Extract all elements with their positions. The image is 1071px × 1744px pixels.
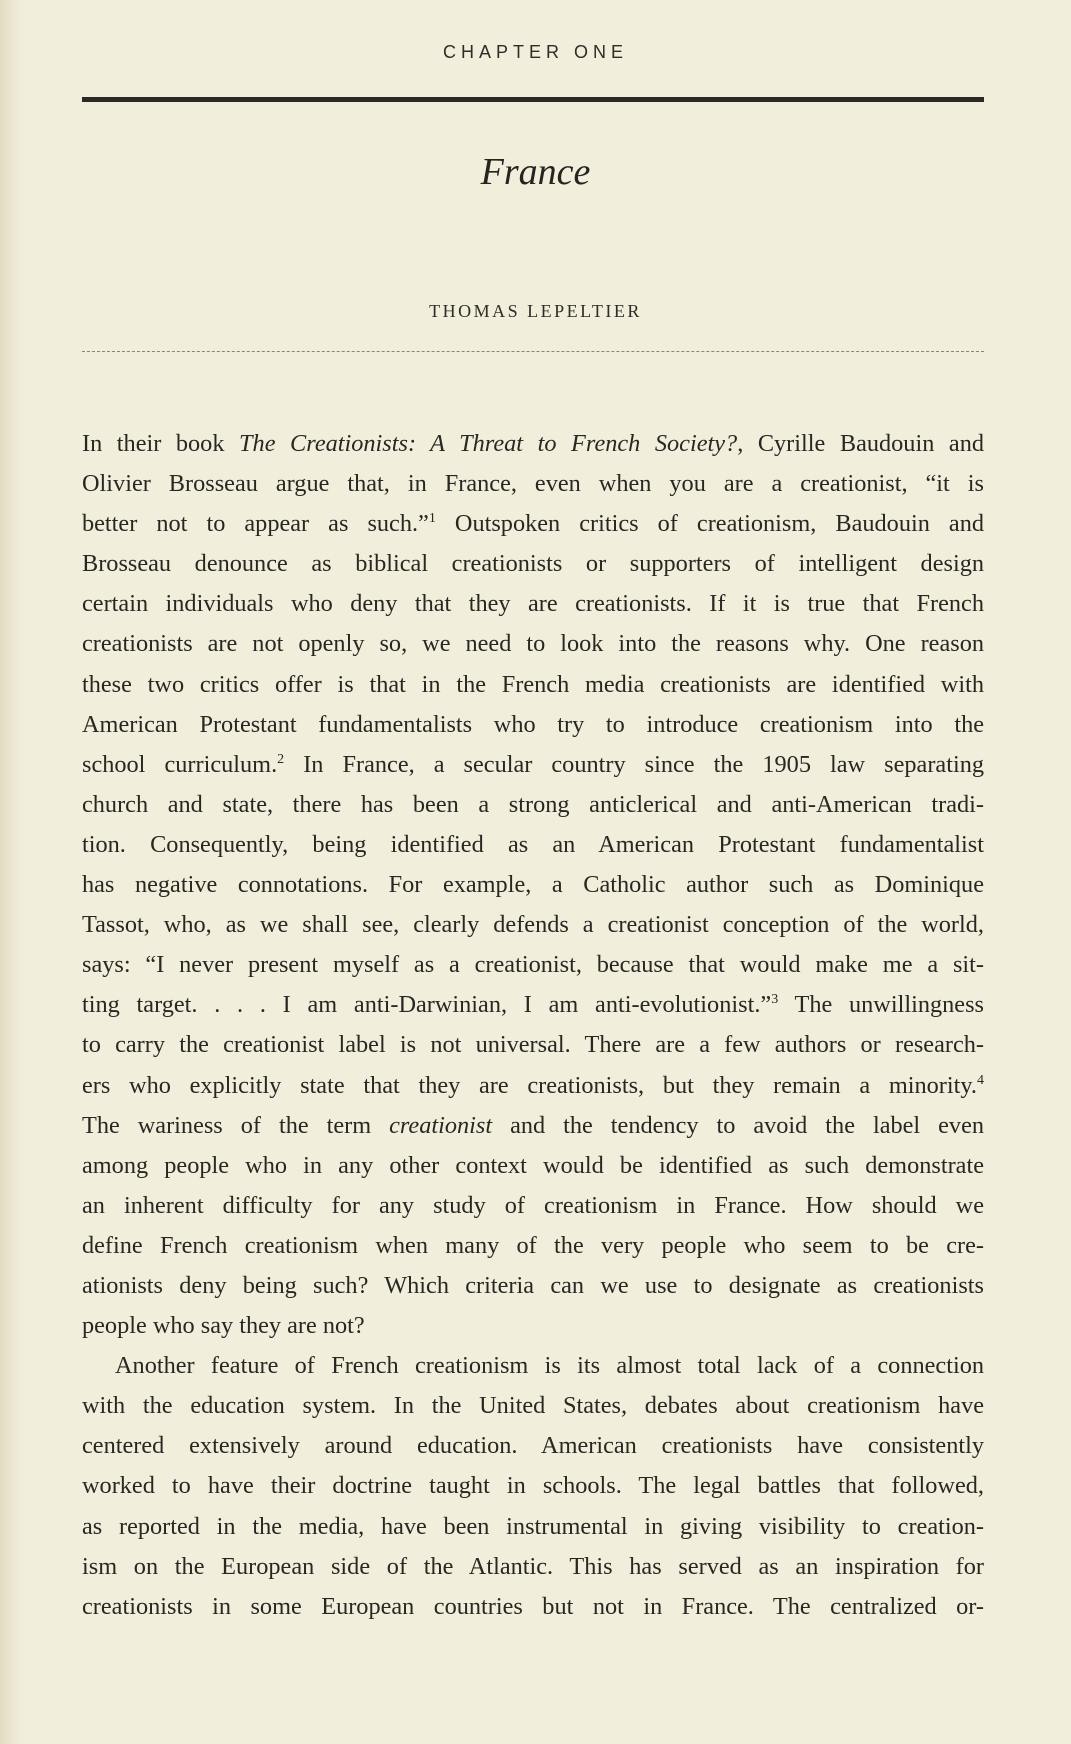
text-line: American Protestant fundamentalists who try to introduce creationism into the <box>82 710 984 738</box>
footnote-ref: 3 <box>771 992 779 1008</box>
text-line: creationists are not openly so, we need to look into the reasons why. One reason <box>82 630 984 658</box>
text-line: people who say they are not? <box>82 1312 365 1340</box>
text-line: school curriculum.$^2$ In France, a secular country since the 1905 law separating <box>82 750 984 778</box>
text-line: ting target. . . . I am anti-Darwinian, I am anti-evolutionist.”$^3$ The unwillingness <box>82 991 984 1019</box>
text-line: ism on the European side of the Atlantic. This has served as an inspiration for <box>82 1552 984 1580</box>
text-line: with the education system. In the United States, debates about creationism have <box>82 1392 984 1420</box>
text-line: tion. Consequently, being identified as an American Protestant fundamentalist <box>82 830 984 858</box>
text-line: In their book The Creationists: A Threat to French Society?, Cyrille Baudouin and <box>82 430 984 457</box>
text-line: certain individuals who deny that they are creationists. If it is true that French <box>82 590 984 618</box>
text-line: to carry the creationist label is not universal. There are a few authors or research- <box>82 1031 984 1059</box>
text-line: as reported in the media, have been instrumental in giving visibility to creation- <box>82 1512 984 1540</box>
text-line: Another feature of French creationism is its almost total lack of a connection <box>115 1352 984 1380</box>
chapter-rule <box>82 97 984 102</box>
footnote-ref: 4 <box>977 1072 984 1088</box>
text-line: Tassot, who, as we shall see, clearly defends a creationist conception of the world, <box>82 911 984 939</box>
text-line: Olivier Brosseau argue that, in France, even when you are a creationist, “it is <box>82 470 984 498</box>
chapter-label: CHAPTER ONE <box>442 42 629 62</box>
text-line: among people who in any other context would be identified as such demonstrate <box>82 1151 984 1179</box>
chapter-title: France <box>480 151 591 193</box>
text-line: has negative connotations. For example, a Catholic author such as Dominique <box>82 871 984 899</box>
text-line: ationists deny being such? Which criteria can we use to designate as creationists <box>82 1271 984 1299</box>
text-line: The wariness of the term creationist and the tendency to avoid the label even <box>82 1111 984 1139</box>
footnote-ref: 2 <box>277 751 285 767</box>
text-line: centered extensively around education. American creationists have consistently <box>82 1432 984 1460</box>
text-line: these two critics offer is that in the French media creationists are identified with <box>82 670 984 698</box>
dotted-divider <box>82 351 984 352</box>
text-line: define French creationism when many of the very people who seem to be cre- <box>82 1231 984 1259</box>
text-line: says: “I never present myself as a creationist, because that would make me a sit- <box>82 951 984 979</box>
text-line: Brosseau denounce as biblical creationists or supporters of intelligent design <box>82 550 984 578</box>
paragraph-1 <box>82 424 984 1346</box>
book-title: The Creationists: A Threat to French Society? <box>239 430 738 457</box>
text-line: worked to have their doctrine taught in schools. The legal battles that followed, <box>82 1472 984 1500</box>
body-text <box>82 424 984 1627</box>
emphasized-term: creationist <box>389 1111 493 1139</box>
text-line: church and state, there has been a strong anticlerical and anti-American tradi- <box>82 790 984 818</box>
text-line: ers who explicitly state that they are creationists, but they remain a minority.$^4$ <box>82 1071 984 1099</box>
page-edge-shadow <box>0 0 22 1744</box>
text-line: better not to appear as such.”$^1$ Outspoken critics of creationism, Baudouin and <box>82 510 984 538</box>
paragraph-2 <box>82 1346 984 1627</box>
text-line: creationists in some European countries but not in France. The centralized or- <box>82 1592 984 1620</box>
text-line: an inherent difficulty for any study of creationism in France. How should we <box>82 1191 984 1219</box>
footnote-ref: 1 <box>428 511 436 527</box>
author-name: THOMAS LEPELTIER <box>429 301 642 321</box>
